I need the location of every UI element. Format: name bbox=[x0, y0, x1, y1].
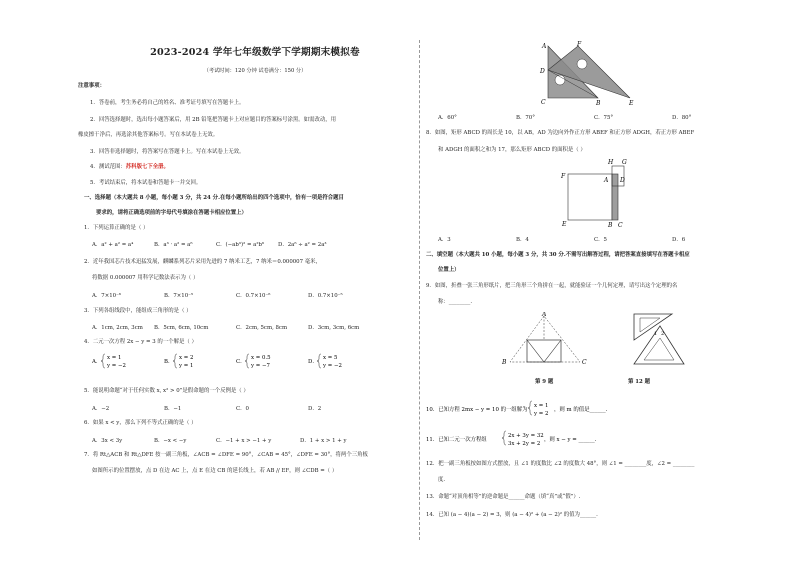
q8-stem-b: 和 ADGH 的面积之和为 17，那么矩形 ABCD 的面积是（ ） bbox=[438, 147, 586, 153]
rectangle-abcd bbox=[612, 174, 618, 220]
q5-option-c: C．0 bbox=[236, 406, 249, 412]
page-title: 2023-2024 学年七年级数学下学期期末模拟卷 bbox=[150, 47, 360, 58]
section2-heading-a: 二、填空题（本大题共 10 小题，每小题 3 分，共 30 分.不需写出解答过程，请把答案直接填写在答题卡相应 bbox=[426, 252, 690, 258]
q8-option-a: A．3 bbox=[438, 237, 451, 243]
q11-line bbox=[426, 428, 766, 450]
q10-x: x = 1 bbox=[534, 403, 549, 409]
label-a: A bbox=[604, 177, 609, 184]
q1-stem: 1．下列运算正确的是（ ） bbox=[84, 225, 149, 231]
q4-option-d: D． bbox=[308, 359, 318, 365]
q7-option-b: B．70° bbox=[516, 115, 535, 121]
q3-options bbox=[92, 323, 370, 331]
q3-option-d: D．3cm, 3cm, 6cm bbox=[308, 325, 360, 331]
notes-heading: 注意事项： bbox=[78, 83, 105, 89]
note-2a: 2．回答选择题时，选出每小题答案后，用 2B 铅笔把答题卡上对应题目的答案标号涂黑。如需改动，用 bbox=[90, 117, 337, 123]
label-c: C bbox=[582, 359, 587, 366]
brace-icon bbox=[317, 354, 321, 368]
q8-stem-a: 8．如图，矩形 ABCD 的周长是 10，以 AB，AD 为边向外作正方形 ABEF 和正方形 ADGH，若正方形 ABEF bbox=[426, 130, 695, 136]
q1-option-a: A．a² + a² = a⁴ bbox=[92, 242, 134, 248]
page-subtitle: （考试时间：120 分钟 试卷满分：150 分） bbox=[203, 68, 307, 74]
q4-option-c: C． bbox=[236, 359, 246, 365]
q13-stem: 13．命题“对顶角相等”的逆命题是______命题（填“真”或“假”）. bbox=[426, 494, 581, 500]
q2-options bbox=[92, 291, 380, 299]
q5-option-b: B．−1 bbox=[164, 406, 182, 412]
q3-option-c: C．2cm, 5cm, 8cm bbox=[236, 325, 288, 331]
q14-stem: 14．已知 (a − 4)(a − 2) = 3，则 (a − 4)² + (a − 2)² 的值为______. bbox=[426, 512, 598, 518]
q8-option-c: C．5 bbox=[594, 237, 607, 243]
q11-eq1: 2x + 3y = 32 bbox=[508, 433, 544, 439]
q4-a-y: y = −2 bbox=[107, 363, 126, 369]
q5-option-d: D．2 bbox=[308, 406, 322, 412]
q4-d-y: y = −2 bbox=[323, 363, 342, 369]
q1-option-b: B．a³ · a² = a⁶ bbox=[154, 242, 193, 248]
label-h: H bbox=[608, 159, 614, 166]
brace-icon bbox=[528, 401, 532, 415]
label-a: A bbox=[542, 43, 547, 50]
angle-2-label: 2 bbox=[661, 331, 665, 337]
label-c: C bbox=[618, 222, 623, 229]
q6-options bbox=[92, 436, 372, 444]
q6-option-d: D．1 + x > 1 + y bbox=[300, 438, 347, 444]
q1-option-c: C．(−ab³)² = a²b⁶ bbox=[216, 242, 265, 248]
q9-stem-b: 称：________. bbox=[438, 299, 473, 305]
q9-figure bbox=[500, 312, 590, 370]
q10-y: y = 2 bbox=[534, 411, 549, 417]
q9-stem-a: 9．如图，折叠一张三角形纸片，把三角形三个角拼在一起，就能验证一个几何定理，请写出这个定理的名 bbox=[426, 283, 678, 289]
q11-answer: ，则 x − y = ______. bbox=[544, 437, 597, 443]
q3-option-b: B．5cm, 6cm, 10cm bbox=[154, 325, 209, 331]
q10-answer: ，则 m 的值是______. bbox=[554, 407, 608, 413]
q4-option-b: B． bbox=[164, 359, 174, 365]
q6-option-c: C．−1 + x > −1 + y bbox=[216, 438, 272, 444]
q5-stem: 5．能说明命题“对于任何实数 x, x² > 0”是假命题的一个反例是（ ） bbox=[84, 388, 249, 394]
q1-options bbox=[92, 240, 340, 248]
label-b: B bbox=[596, 100, 601, 106]
note-2b: 橡皮擦干净后，再选涂其他答案标号。写在本试卷上无效。 bbox=[78, 132, 219, 138]
q2-stem-a: 2．近年我国芯片技术迅猛发展，麒麟系列芯片采用先进的 7 纳米工艺，7 纳米＝0.000007 毫米， bbox=[84, 259, 321, 265]
set-square-30 bbox=[634, 326, 684, 364]
note-4 bbox=[90, 164, 169, 171]
label-b: B bbox=[502, 359, 507, 366]
q4-c-x: x = 0.5 bbox=[251, 355, 271, 361]
column-divider bbox=[419, 40, 420, 540]
folded-rectangle bbox=[527, 340, 561, 362]
note-1: 1．答卷前，考生务必将自己的姓名、准考证号填写在答题卡上。 bbox=[90, 100, 245, 106]
q11-eq2: 3x + 2y = 2 bbox=[508, 441, 541, 447]
section1-heading-b: 要求的，请将正确选项前的字母代号填涂在答题卡相应位置上） bbox=[96, 210, 247, 216]
q7-options bbox=[438, 113, 750, 121]
label-d: D bbox=[540, 68, 545, 75]
q2-option-d: D．0.7×10⁻⁵ bbox=[308, 293, 343, 299]
fig9-caption: 第 9 题 bbox=[535, 379, 554, 385]
label-g: G bbox=[622, 159, 627, 166]
q8-option-d: D．6 bbox=[672, 237, 686, 243]
q7-figure bbox=[536, 40, 646, 106]
label-e: E bbox=[629, 100, 634, 106]
q12-stem-a: 12．把一副三角板按如图方式摆放，且 ∠1 的度数比 ∠2 的度数大 48°，则 ∠1 = ________度，∠2 = ________ bbox=[426, 461, 695, 467]
q10-line bbox=[426, 398, 766, 420]
brace-icon bbox=[245, 354, 249, 368]
fig12-caption: 第 12 题 bbox=[628, 379, 651, 385]
section2-heading-b: 位置上） bbox=[438, 267, 460, 273]
brace-icon bbox=[101, 354, 105, 368]
q3-stem: 3．下列各组线段中，能组成三角形的是（ ） bbox=[84, 308, 192, 314]
q8-option-b: B．4 bbox=[516, 237, 529, 243]
q11-stem: 11．已知二元一次方程组 bbox=[426, 437, 487, 443]
label-f: F bbox=[561, 173, 566, 180]
q8-options bbox=[438, 235, 750, 243]
angle-1-label: 1 bbox=[654, 331, 658, 337]
q7-stem-b: 如图所示的位置摆放，点 D 在边 AC 上，点 E 在边 CB 的延长线上，若 AB // EF，则 ∠CDB =（ ） bbox=[92, 468, 338, 474]
q4-option-a: A． bbox=[92, 359, 102, 365]
q4-b-x: x = 2 bbox=[179, 355, 194, 361]
q4-d-x: x = 5 bbox=[323, 355, 338, 361]
q6-option-a: A．3x < 3y bbox=[92, 438, 123, 444]
q6-option-b: B．−x < −y bbox=[154, 438, 187, 444]
q12-stem-b: 度. bbox=[438, 477, 446, 483]
q12-figure bbox=[628, 308, 688, 370]
q1-option-d: D．2a⁶ ÷ a² = 2a³ bbox=[278, 242, 327, 248]
q4-stem: 4．二元一次方程 2x − y = 3 的一个解是（ ） bbox=[84, 339, 197, 345]
note-4-label: 4．测试范围： bbox=[90, 164, 126, 170]
note-4-scope: 苏科版七下全册。 bbox=[125, 164, 169, 170]
q5-option-a: A．−2 bbox=[92, 406, 110, 412]
q5-options bbox=[92, 404, 380, 412]
q3-option-a: A．1cm, 2cm, 3cm bbox=[92, 325, 143, 331]
q7-stem-a: 7．将 Rt△ACB 和 Rt△DFE 按一副三角板，∠ACB = ∠DFE = 90°，∠CAB = 45°，∠DFE = 30°，将两个三角板 bbox=[84, 452, 368, 458]
label-b: B bbox=[608, 222, 613, 229]
section1-heading-a: 一、选择题（本大题共 8 小题，每小题 3 分，共 24 分.在每小题所给出的四个选项中，恰有一项是符合题目 bbox=[84, 195, 344, 201]
q2-option-b: B．7×10⁻⁵ bbox=[164, 293, 194, 299]
q6-stem: 6．如果 x < y，那么下列不等式正确的是（ ） bbox=[84, 420, 197, 426]
q4-options bbox=[92, 350, 392, 372]
q4-b-y: y = 1 bbox=[179, 363, 194, 369]
label-f: F bbox=[577, 41, 582, 48]
q2-option-a: A．7×10⁻⁶ bbox=[92, 293, 122, 299]
q7-option-a: A．60° bbox=[438, 115, 457, 121]
q7-option-d: D．80° bbox=[672, 115, 692, 121]
q2-stem-b: 将数据 0.000007 用科学记数法表示为（ ） bbox=[92, 275, 199, 281]
label-c: C bbox=[541, 99, 546, 106]
q2-option-c: C．0.7×10⁻⁶ bbox=[236, 293, 271, 299]
label-e: E bbox=[562, 221, 567, 228]
note-3: 3．回答非选择题时，将答案写在答题卡上。写在本试卷上无效。 bbox=[90, 149, 245, 155]
label-a: A bbox=[542, 312, 547, 318]
q7-option-c: C．75° bbox=[594, 115, 614, 121]
brace-icon bbox=[173, 354, 177, 368]
q10-stem: 10．已知方程 2mx − y = 10 的一组解为 bbox=[426, 407, 528, 413]
hole-icon bbox=[577, 59, 587, 69]
q4-c-y: y = −7 bbox=[251, 363, 270, 369]
note-5: 5．考试结束后，将本试卷和答题卡一并交回。 bbox=[90, 180, 202, 186]
q8-figure bbox=[556, 156, 636, 232]
brace-icon bbox=[502, 431, 506, 445]
label-d: D bbox=[620, 177, 625, 184]
original-triangle bbox=[510, 316, 580, 362]
q4-a-x: x = 1 bbox=[107, 355, 122, 361]
